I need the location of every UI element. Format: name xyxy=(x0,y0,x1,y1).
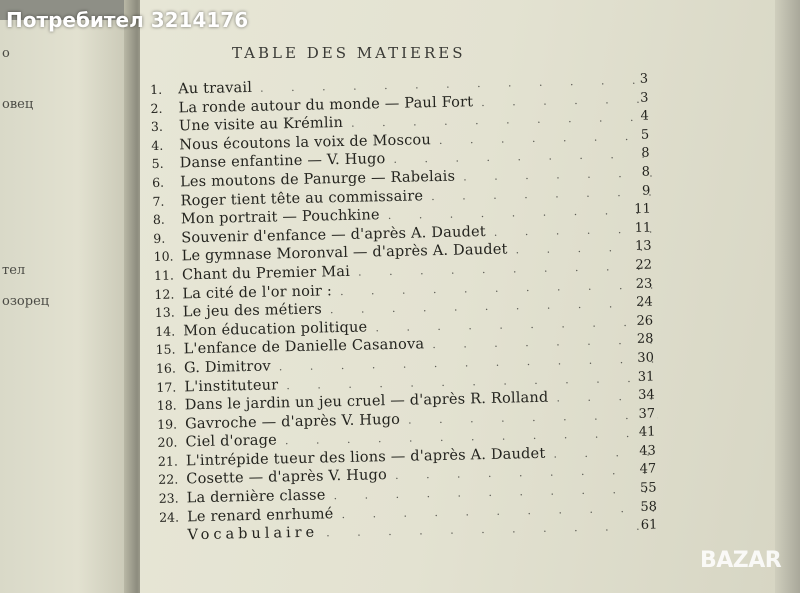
entry-page: 5 xyxy=(640,127,650,143)
dot-leader xyxy=(350,260,654,277)
entry-page: 61 xyxy=(640,517,658,534)
entry-title: L'instituteur xyxy=(184,376,279,395)
entry-number: 9. xyxy=(153,230,166,246)
entry-number: 5. xyxy=(151,156,164,172)
entry-title: Le gymnase Moronval — d'après A. Daudet xyxy=(181,241,508,265)
entry-title: Les moutons de Panurge — Rabelais xyxy=(179,168,456,191)
dot-leader xyxy=(332,279,655,297)
entry-page: 28 xyxy=(636,331,654,348)
entry-number: 12. xyxy=(154,286,175,302)
entry-number: 24. xyxy=(158,509,180,525)
entry-number: 8. xyxy=(152,211,165,228)
left-page-fragment: овец xyxy=(2,97,34,112)
entry-title: Mon portrait — Pouchkine xyxy=(180,207,380,228)
entry-title: La dernière classe xyxy=(186,487,326,507)
left-page-fragment: тел xyxy=(2,263,26,278)
entry-page: 47 xyxy=(639,461,657,478)
left-page-fragment: о xyxy=(2,46,10,61)
entry-number: 7. xyxy=(152,193,165,209)
entry-number: 3. xyxy=(150,118,164,135)
entry-title: Chant du Premier Mai xyxy=(181,263,351,284)
dot-leader xyxy=(385,149,651,166)
entry-page: 13 xyxy=(634,238,652,255)
entry-page: 3 xyxy=(639,71,649,87)
entry-number: 15. xyxy=(155,341,176,358)
dot-leader xyxy=(333,502,659,520)
page-title: TABLE DES MATIERES xyxy=(232,44,466,62)
entry-title: La cité de l'or noir : xyxy=(182,282,333,302)
entry-number: 21. xyxy=(157,453,178,469)
entry-number: 19. xyxy=(157,416,178,432)
entry-page: 4 xyxy=(640,108,649,124)
entry-title: Ciel d'orage xyxy=(185,432,278,451)
entry-number: 10. xyxy=(153,248,174,265)
entry-page: 24 xyxy=(636,294,653,310)
entry-number: 4. xyxy=(151,137,164,153)
entry-number: 6. xyxy=(151,174,165,190)
entry-title: Une visite au Krémlin xyxy=(178,115,344,135)
entry-page: 37 xyxy=(638,406,656,422)
logo-text: BAZAR xyxy=(700,548,782,573)
entry-number: 2. xyxy=(150,100,163,116)
entry-page: 23 xyxy=(635,276,653,292)
entry-page: 11 xyxy=(634,220,652,236)
dot-leader xyxy=(322,298,655,316)
left-facing-page xyxy=(0,20,130,593)
table-of-contents xyxy=(150,72,660,547)
entry-number: 14. xyxy=(155,323,176,339)
entry-page: 34 xyxy=(637,387,655,403)
entry-page: 11 xyxy=(634,201,651,218)
entry-title: Roger tient tête au commissaire xyxy=(180,187,424,209)
dot-leader xyxy=(387,465,658,482)
entry-number: 20. xyxy=(157,434,178,451)
entry-page: 55 xyxy=(639,480,657,496)
entry-number: 22. xyxy=(158,471,179,488)
entry-number: 23. xyxy=(158,490,179,506)
entry-title: Dans le jardin un jeu cruel — d'après R. Rolland xyxy=(184,389,549,414)
entry-page: 26 xyxy=(636,313,654,329)
entry-page: 31 xyxy=(637,369,655,385)
entry-title: L'intrépide tueur des lions — d'après A. Daudet xyxy=(185,445,546,470)
dot-leader xyxy=(318,521,659,539)
entry-title: Vocabulaire xyxy=(187,524,319,544)
entry-page: 41 xyxy=(638,424,656,441)
entry-page: 22 xyxy=(635,257,653,273)
left-page-fragment: озорец xyxy=(2,294,50,309)
seller-label: Потребител 3214176 xyxy=(6,8,249,32)
entry-number xyxy=(160,540,188,541)
entry-title: Le jeu des métiers xyxy=(182,301,323,321)
entry-title: Gavroche — d'après V. Hugo xyxy=(185,411,401,433)
entry-number: 11. xyxy=(153,267,175,283)
entry-title: La ronde autour du monde — Paul Fort xyxy=(178,93,474,116)
page-edge xyxy=(775,0,800,593)
entry-title: Au travail xyxy=(177,79,253,98)
entry-page: 43 xyxy=(639,443,656,459)
entry-number: 1. xyxy=(150,81,163,97)
entry-page: 58 xyxy=(640,499,658,515)
entry-title: Mon éducation politique xyxy=(183,319,368,340)
entry-title: Danse enfantine — V. Hugo xyxy=(179,151,386,172)
entry-title: Cosette — d'après V. Hugo xyxy=(186,467,388,488)
entry-page: 30 xyxy=(637,350,655,366)
entry-title: Souvenir d'enfance — d'après A. Daudet xyxy=(181,223,486,247)
entry-title: Nous écoutons la voix de Moscou xyxy=(179,131,432,154)
entry-number: 17. xyxy=(156,379,177,395)
seller-banner xyxy=(0,0,280,40)
dot-leader xyxy=(380,205,653,222)
entry-number: 18. xyxy=(156,397,177,414)
bazar-logo xyxy=(700,548,792,584)
entry-page: 8 xyxy=(641,145,650,162)
entry-title: G. Dimitrov xyxy=(183,358,271,377)
entry-number: 13. xyxy=(154,304,175,321)
dot-leader xyxy=(367,316,655,333)
entry-title: L'enfance de Danielle Casanova xyxy=(183,336,425,358)
entry-page: 8 xyxy=(641,164,651,180)
entry-page: 3 xyxy=(640,90,649,106)
entry-page: 9 xyxy=(641,183,651,199)
dot-leader xyxy=(325,484,658,502)
entry-number: 16. xyxy=(155,360,177,376)
dot-leader xyxy=(343,112,651,129)
entry-title: Le renard enrhumé xyxy=(186,505,334,525)
